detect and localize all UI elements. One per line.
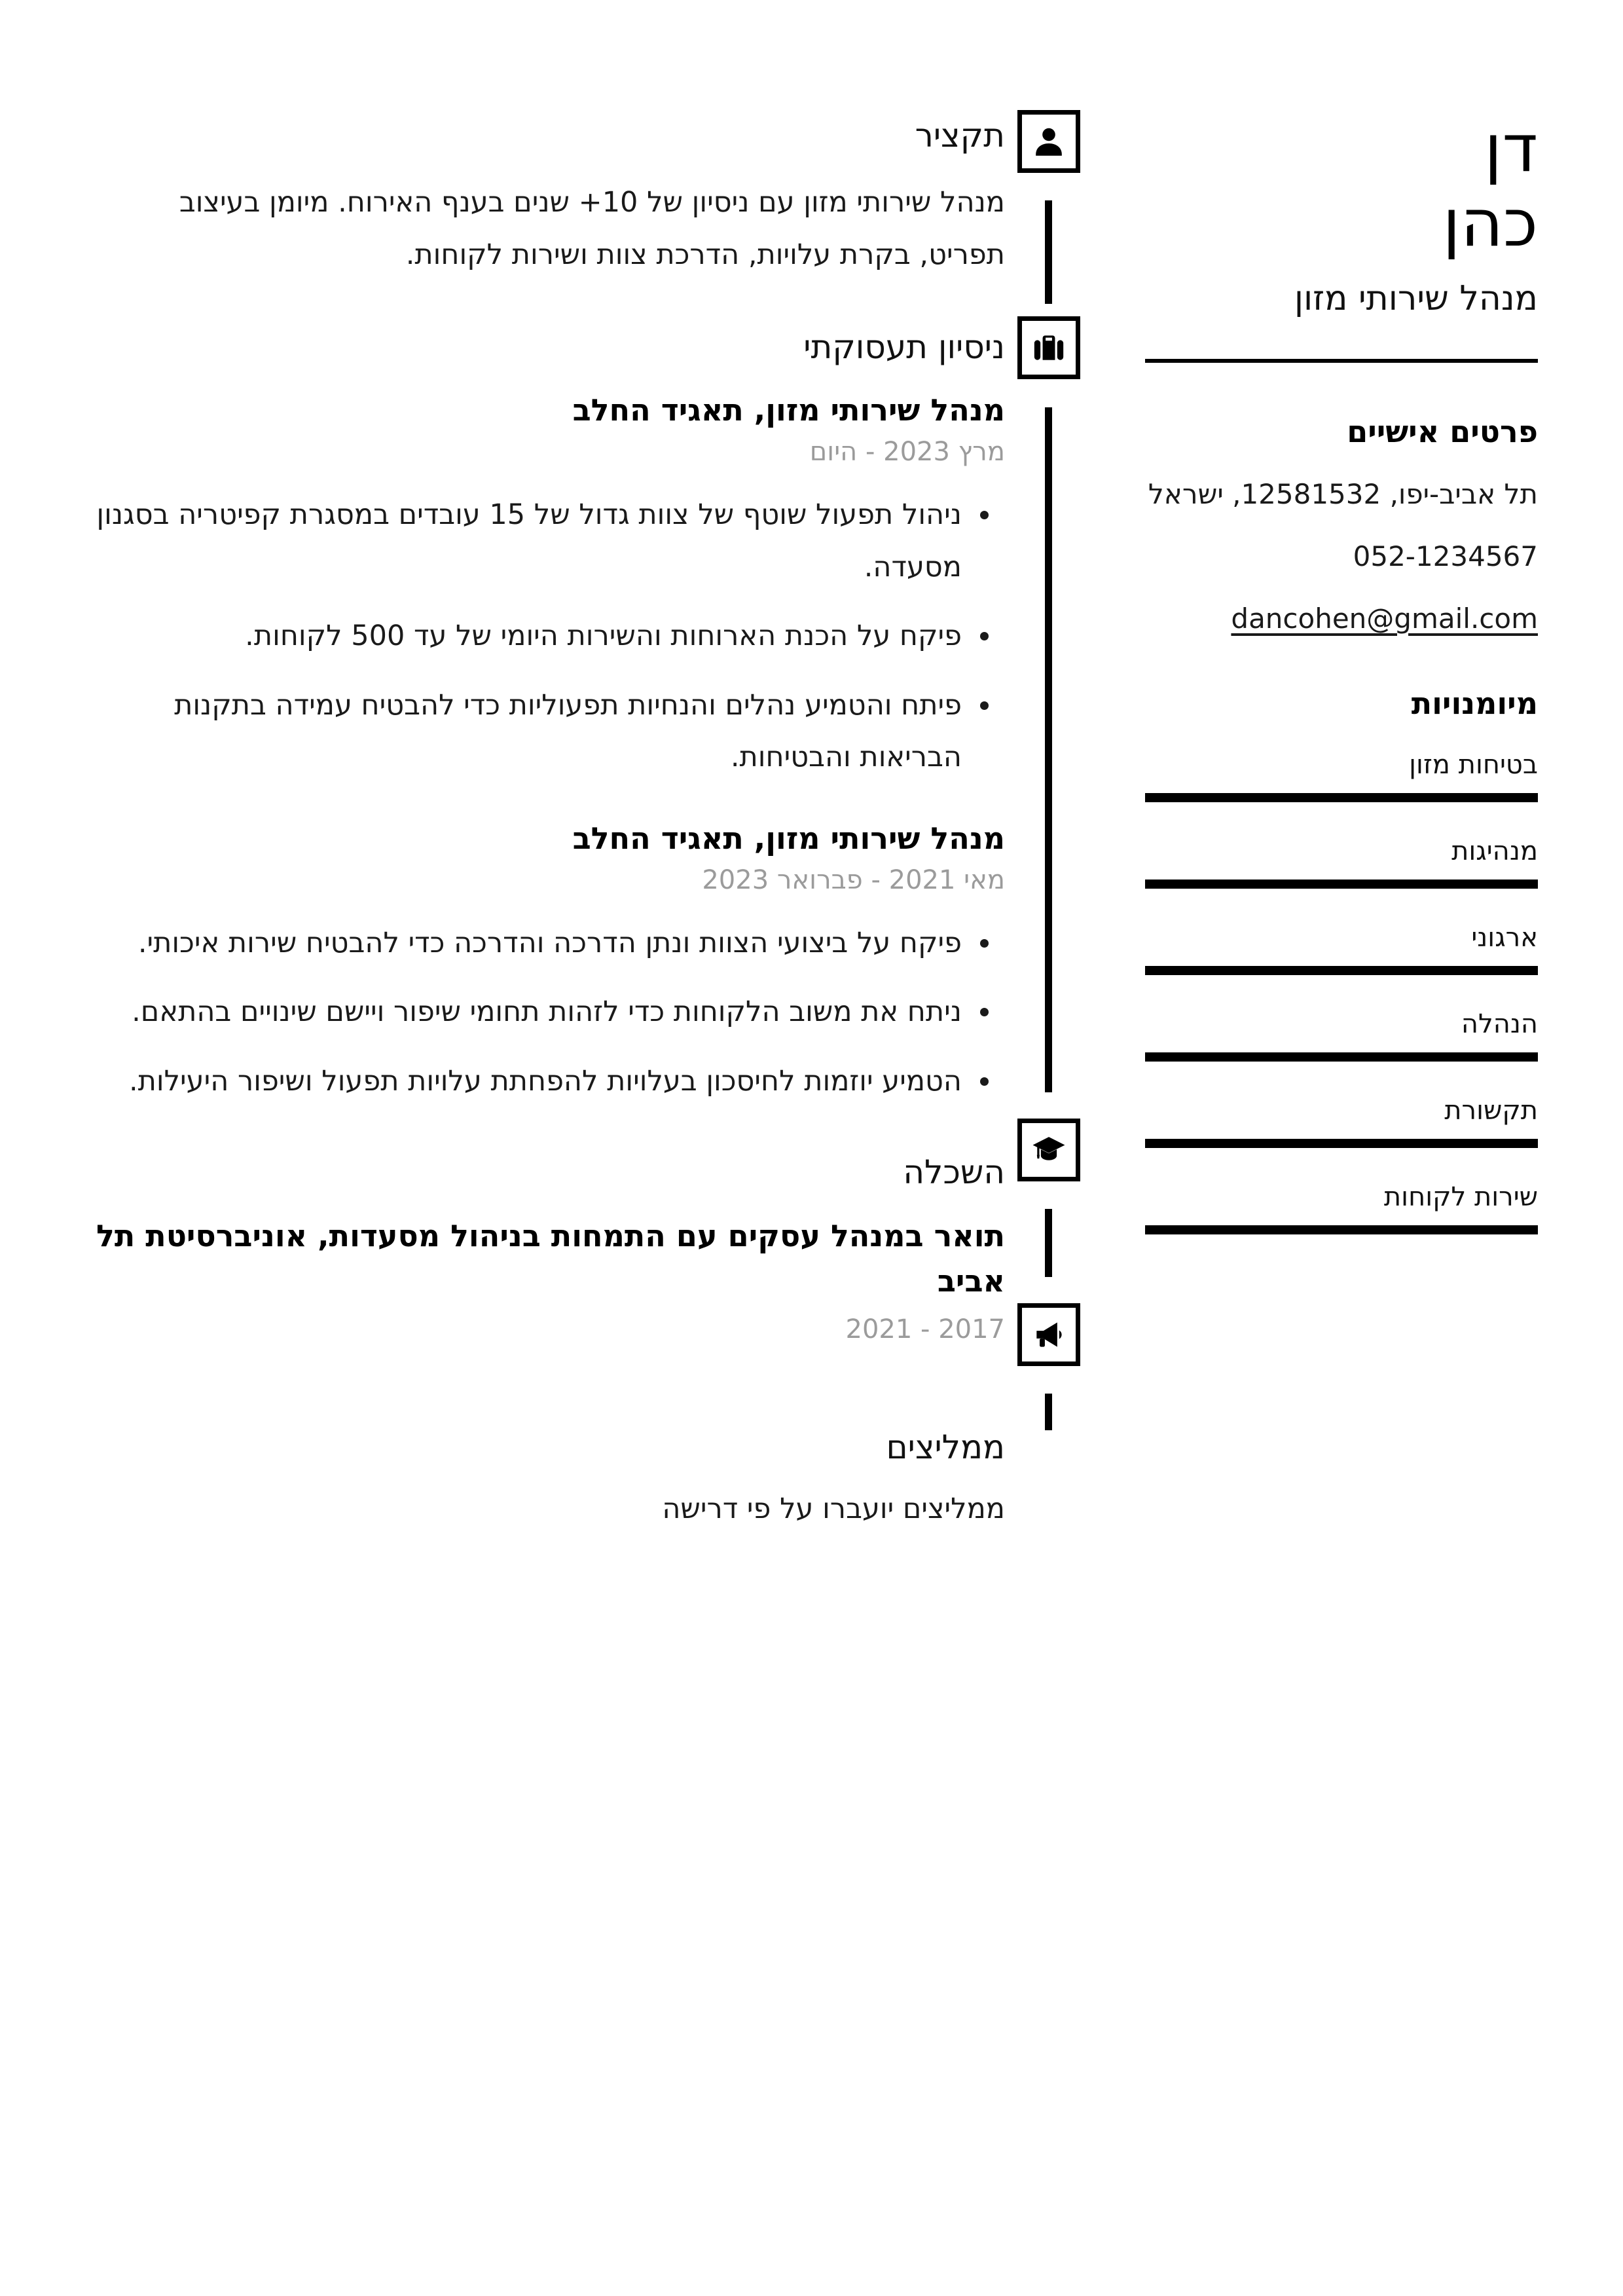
experience-bullet: • פיקח על הכנת הארוחות והשירות היומי של עד 500 לקוחות. xyxy=(92,610,967,663)
skill-bar-fill xyxy=(1145,1139,1538,1148)
experience-bullet: • הטמיע יוזמות לחיסכון בעלויות להפחתת עלויות תפעול ושיפור היעילות. xyxy=(92,1056,967,1108)
education-dates: 2017 - 2021 xyxy=(845,1314,1005,1345)
timeline-connector xyxy=(1045,200,1052,304)
personal-details-heading: פרטים אישיים xyxy=(1347,414,1538,449)
skill-label: ארגוני xyxy=(1471,923,1538,953)
sidebar-divider xyxy=(1145,359,1538,363)
candidate-title: מנהל שירותי מזון xyxy=(1294,279,1538,318)
job-entry xyxy=(92,821,1005,1108)
candidate-last-name: כהן xyxy=(1442,185,1538,261)
summary-text: מנהל שירותי מזון עם ניסיון של 10+ שנים בענף האירוח. מיומן בעיצוב תפריט, בקרת עלויות, הדרכת צוות ושירות לקוחות. xyxy=(179,186,1005,271)
skill-item xyxy=(1145,750,1538,802)
references-section xyxy=(92,1428,1005,1525)
skill-label: הנהלה xyxy=(1461,1009,1538,1039)
job-bullet-list xyxy=(92,917,1005,1108)
job-dates: מאי 2021 - פברואר 2023 xyxy=(702,864,1005,895)
experience-bullet: • ניתח את משוב הלקוחות כדי לזהות תחומי שיפור ויישם שינויים בהתאם. xyxy=(92,986,967,1039)
address-line: תל אביב-יפו, 12581532, ישראל xyxy=(1148,478,1538,510)
skill-label: תקשורת xyxy=(1444,1096,1538,1126)
skill-bar xyxy=(1145,793,1538,802)
skill-item xyxy=(1145,1009,1538,1062)
job-dates: מרץ 2023 - היום xyxy=(809,437,1005,468)
education-section xyxy=(92,1153,1005,1344)
megaphone-icon xyxy=(1017,1303,1080,1366)
experience-section xyxy=(92,328,1005,1107)
sidebar xyxy=(1145,111,1538,1268)
skill-bar-fill xyxy=(1145,966,1538,975)
briefcase-icon xyxy=(1017,316,1080,379)
skill-bar-fill xyxy=(1145,793,1538,802)
skill-bar xyxy=(1145,1139,1538,1148)
timeline-connector xyxy=(1045,1394,1052,1430)
skill-bar-fill xyxy=(1145,1052,1538,1062)
skill-bar xyxy=(1145,880,1538,889)
candidate-name xyxy=(1145,111,1538,261)
graduation-cap-icon xyxy=(1017,1119,1080,1181)
skill-bar xyxy=(1145,1052,1538,1062)
skill-label: בטיחות מזון xyxy=(1409,750,1538,780)
skill-bar-fill xyxy=(1145,880,1538,889)
experience-bullet: • פיתח והטמיע נהלים והנחיות תפעוליות כדי להבטיח עמידה בתקנות הבריאות והבטיחות. xyxy=(92,680,967,784)
job-entry xyxy=(92,392,1005,784)
experience-bullet: • ניהול תפעול שוטף של צוות גדול של 15 עובדים במסגרת קפיטריה בסגנון מסעדה. xyxy=(92,489,967,593)
experience-bullet: • פיקח על ביצועי הצוות ונתן הדרכה והדרכה כדי להבטיח שירות איכותי. xyxy=(92,917,967,970)
summary-heading: תקציר xyxy=(915,117,1005,155)
references-text: ממליצים יועברו על פי דרישה xyxy=(662,1492,1005,1526)
skill-label: שירות לקוחות xyxy=(1383,1182,1538,1212)
phone-line: 052-1234567 xyxy=(1353,540,1538,572)
education-degree: תואר במנהל עסקים עם התמחות בניהול מסעדות, אוניברסיטת תל אביב xyxy=(96,1218,1005,1299)
job-title: מנהל שירותי מזון, תאגיד החלב xyxy=(572,820,1005,856)
experience-heading: ניסיון תעסוקתי xyxy=(803,328,1005,367)
education-heading: השכלה xyxy=(903,1153,1005,1192)
skills-heading: מיומנויות xyxy=(1411,686,1538,721)
email-link[interactable]: dancohen@gmail.com xyxy=(1231,602,1538,635)
job-title: מנהל שירותי מזון, תאגיד החלב xyxy=(572,392,1005,428)
timeline-connector xyxy=(1045,1209,1052,1277)
skill-label: מנהיגות xyxy=(1451,836,1538,866)
email-line xyxy=(1145,602,1538,635)
references-heading: ממליצים xyxy=(886,1428,1005,1467)
job-bullet-list xyxy=(92,489,1005,784)
skill-bar xyxy=(1145,966,1538,975)
main-content xyxy=(92,117,1005,1525)
skill-bar xyxy=(1145,1225,1538,1234)
candidate-first-name: דן xyxy=(1484,110,1538,187)
skill-item xyxy=(1145,923,1538,975)
profile-icon xyxy=(1017,110,1080,173)
timeline-connector xyxy=(1045,407,1052,1092)
skill-item xyxy=(1145,836,1538,889)
skill-item xyxy=(1145,1096,1538,1148)
skill-bar-fill xyxy=(1145,1225,1538,1234)
summary-section xyxy=(92,117,1005,281)
skill-item xyxy=(1145,1182,1538,1234)
